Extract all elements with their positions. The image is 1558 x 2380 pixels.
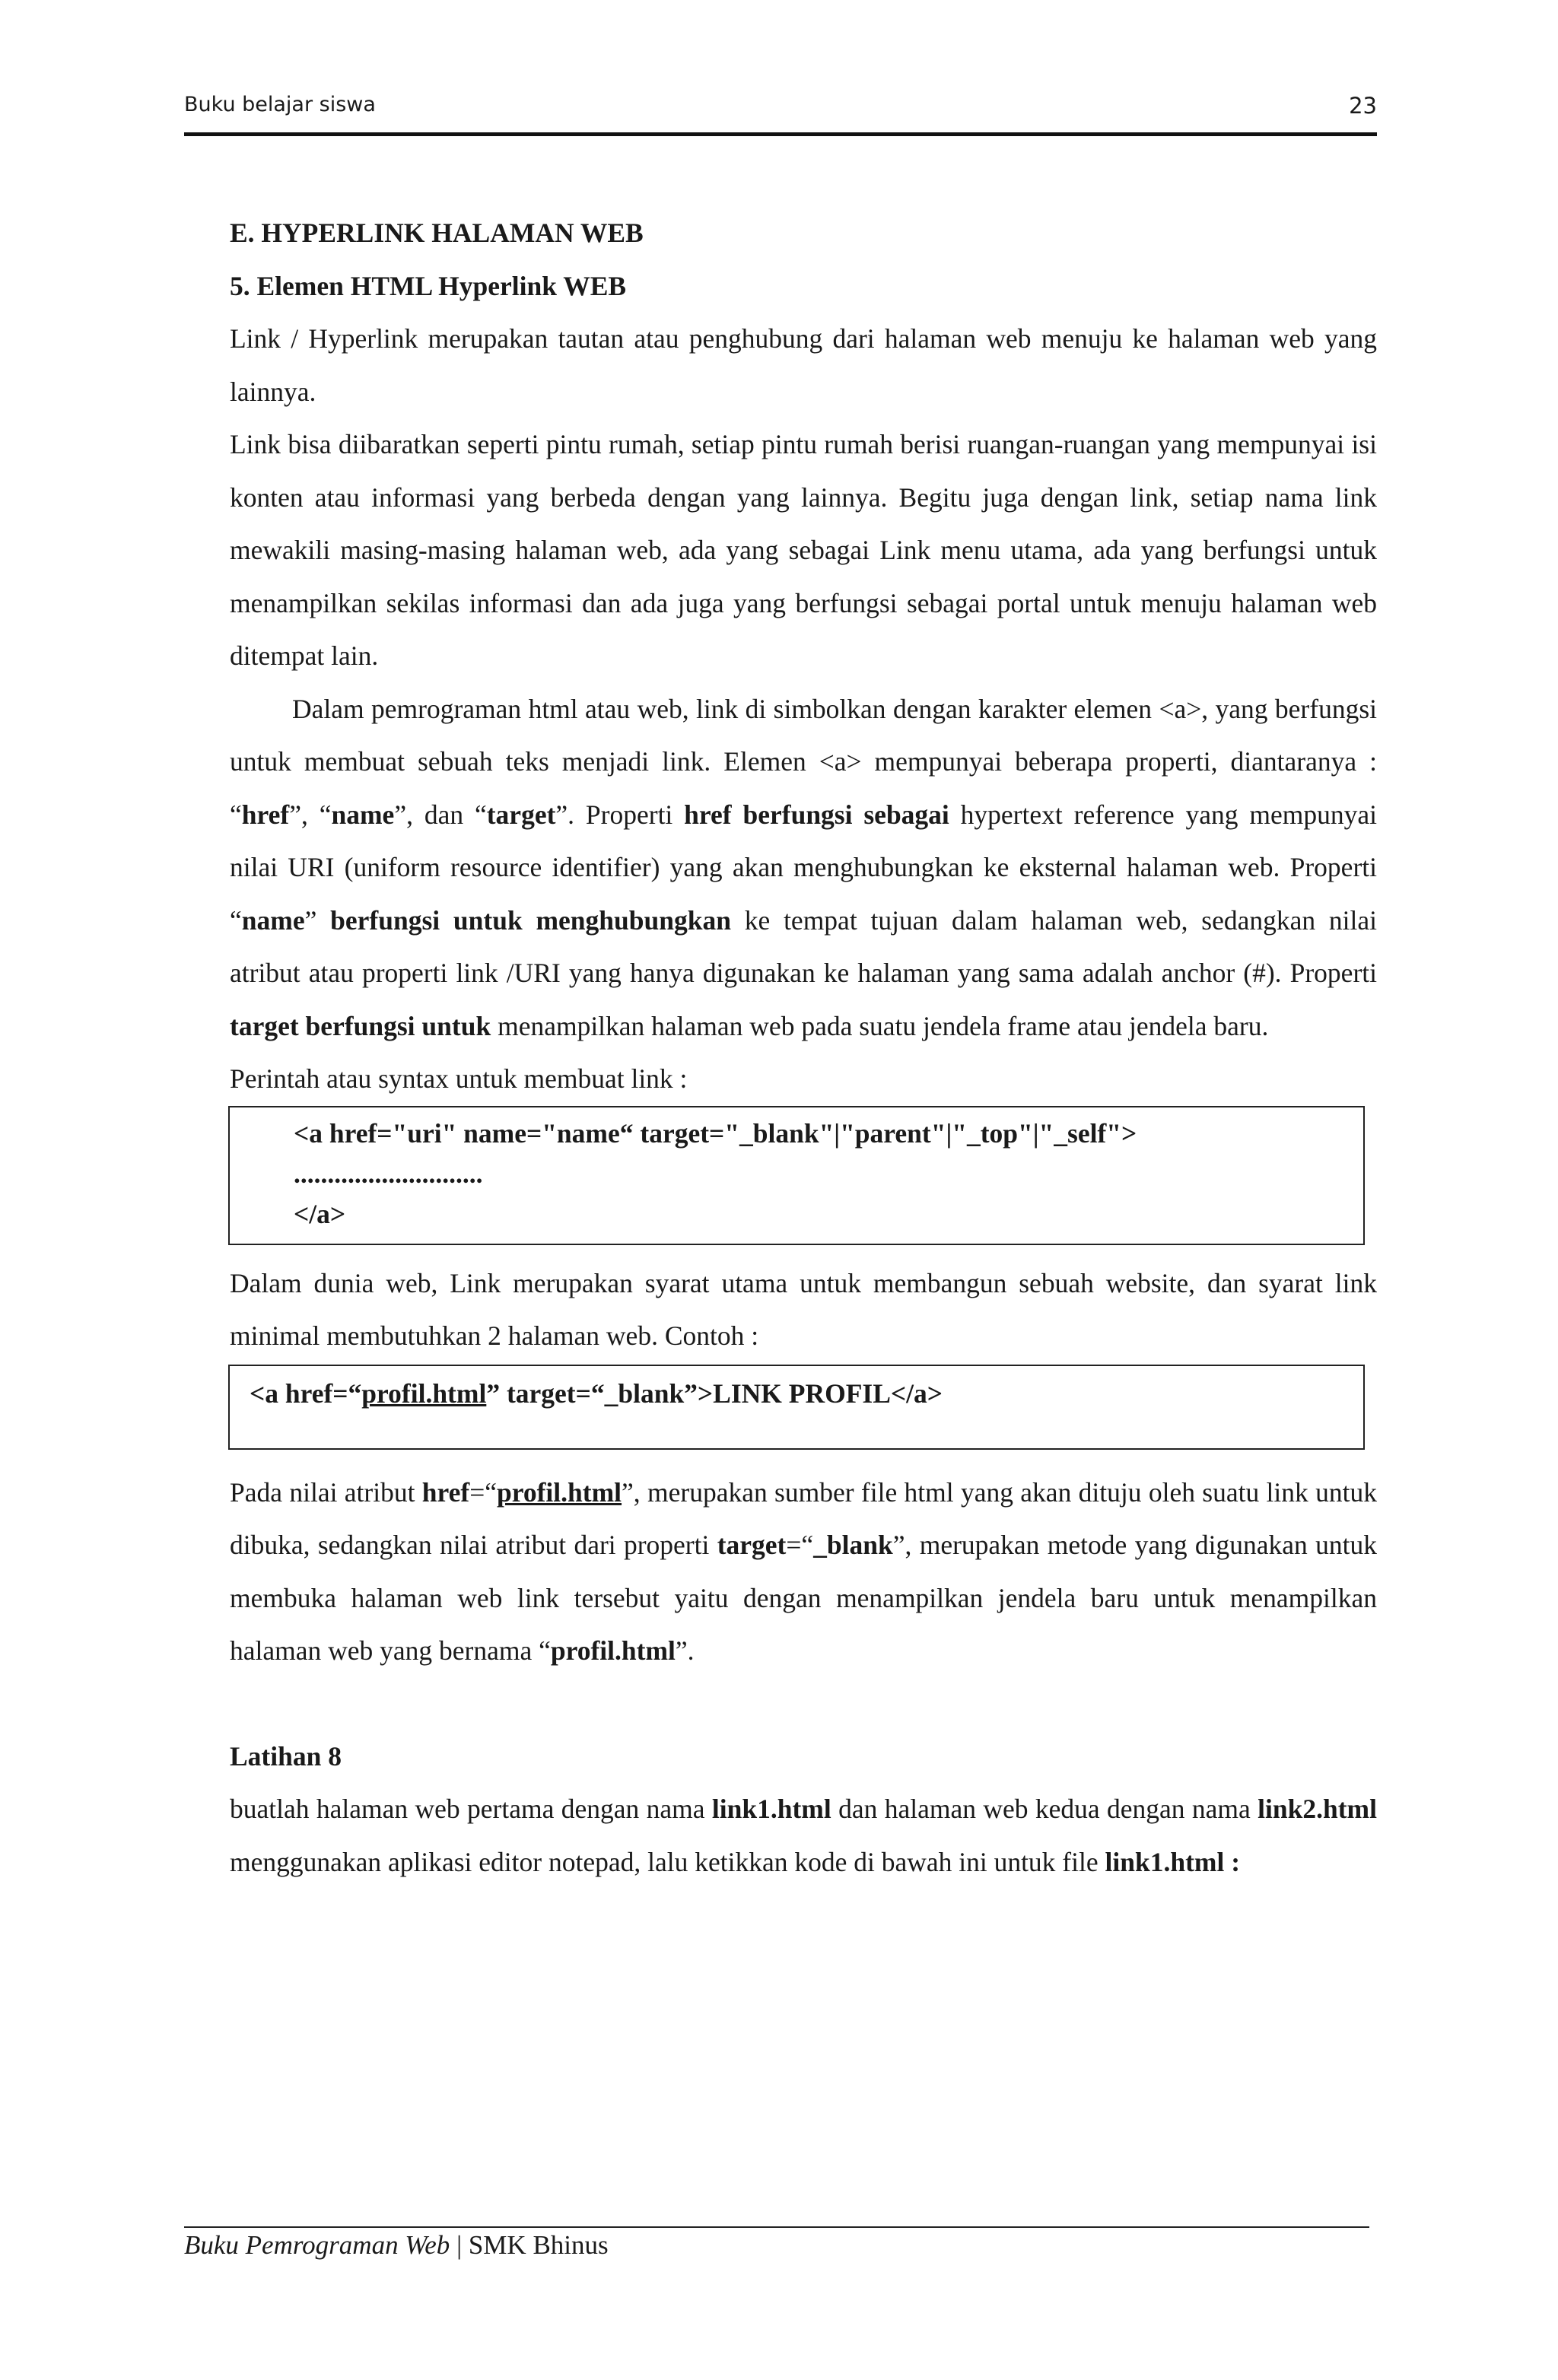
page-content bbox=[230, 207, 1377, 1889]
paragraph-requirement: Dalam dunia web, Link merupakan syarat utama untuk membangun sebuah website, dan syarat link minimal membutuhkan 2 halaman web. Contoh : bbox=[230, 1267, 1377, 1351]
paragraph-properties: Dalam pemrograman html atau web, link di simbolkan dengan karakter elemen <a>, yang berfungsi untuk membuat sebuah teks menjadi link. Elemen <a> mempunyai beberapa properti, diantaranya : “href”, “name”, dan “target”. Properti href berfungsi sebagai hypertext reference yang mempunyai nilai URI (uniform resource identifier) yang akan menghubungkan ke eksternal halaman web. Properti “name” berfungsi untuk menghubungkan ke tempat tujuan dalam halaman web, sedangkan nilai atribut atau properti link /URI yang hanya digunakan ke halaman yang sama adalah anchor (#). Properti target berfungsi untuk menampilkan halaman web pada suatu jendela frame atau jendela baru. bbox=[230, 693, 1377, 1041]
subsection-title: 5. Elemen HTML Hyperlink WEB bbox=[230, 270, 627, 301]
page-footer: Buku Pemrograman Web | SMK Bhinus bbox=[184, 2230, 609, 2260]
paragraph-exercise: buatlah halaman web pertama dengan nama link1.html dan halaman web kedua dengan nama link2.html menggunakan aplikasi editor notepad, lalu ketikkan kode di bawah ini untuk file link1.html : bbox=[230, 1794, 1377, 1877]
syntax-code-box bbox=[228, 1106, 1365, 1245]
footer-book-title: Buku Pemrograman Web bbox=[184, 2230, 450, 2260]
code-line-close-tag: </a> bbox=[294, 1198, 346, 1229]
example-code-box: <a href=“profil.html” target=“_blank”>LINK PROFIL</a> bbox=[228, 1365, 1365, 1450]
code-line-content: ............................ bbox=[294, 1158, 483, 1189]
paragraph-explanation: Pada nilai atribut href=“profil.html”, merupakan sumber file html yang akan dituju oleh suatu link untuk dibuka, sedangkan nilai atribut dari properti target=“_blank”, merupakan metode yang digunakan untuk membuka halaman web link tersebut yaitu dengan menampilkan jendela baru untuk menampilkan halaman web yang bernama “profil.html”. bbox=[230, 1476, 1377, 1666]
footer-school: SMK Bhinus bbox=[468, 2230, 609, 2260]
code-line-open-tag: <a href="uri" name="name“ target="_blank"|"parent"|"_top"|"_self"> bbox=[294, 1117, 1137, 1149]
page-header bbox=[184, 93, 1377, 135]
syntax-intro: Perintah atau syntax untuk membuat link : bbox=[230, 1063, 688, 1094]
page-number: 23 bbox=[1349, 93, 1377, 119]
paragraph-intro: Link / Hyperlink merupakan tautan atau penghubung dari halaman web menuju ke halaman web yang lainnya. bbox=[230, 323, 1377, 407]
section-title: E. HYPERLINK HALAMAN WEB bbox=[230, 218, 644, 248]
example-link-text: profil.html bbox=[361, 1377, 487, 1409]
paragraph-analogy: Link bisa diibaratkan seperti pintu rumah, setiap pintu rumah berisi ruangan-ruangan yang mempunyai isi konten atau informasi yang berbeda dengan yang lainnya. Begitu juga dengan link, setiap nama link mewakili masing-masing halaman web, ada yang sebagai Link menu utama, ada yang berfungsi untuk menampilkan sekilas informasi dan ada juga yang berfungsi sebagai portal untuk menuju halaman web ditempat lain. bbox=[230, 429, 1377, 671]
header-divider bbox=[184, 132, 1377, 136]
footer-divider bbox=[184, 2226, 1369, 2228]
exercise-title: Latihan 8 bbox=[230, 1740, 342, 1771]
header-book-title: Buku belajar siswa bbox=[184, 93, 376, 116]
